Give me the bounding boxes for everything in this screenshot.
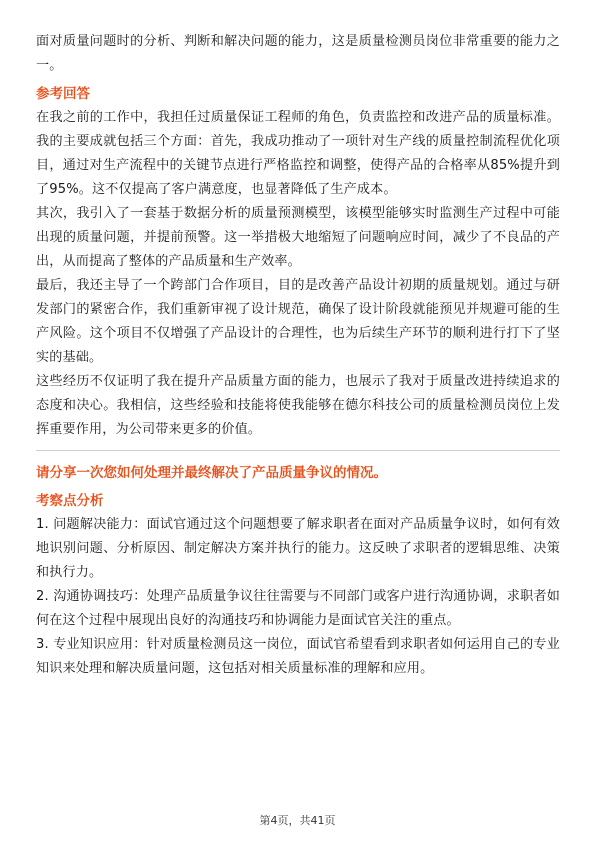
page-number: 第4页，共41页 — [259, 814, 336, 827]
document-page — [36, 30, 560, 681]
analysis-point-2: 2. 沟通协调技巧：处理产品质量争议往往需要与不同部门或客户进行沟通协调，求职者如何在这个过程中展现出良好的沟通技巧和协调能力是面试官关注的重点。 — [36, 589, 560, 628]
section-divider — [36, 450, 560, 451]
interview-question: 请分享一次您如何处理并最终解决了产品质量争议的情况。 — [36, 465, 387, 481]
answer-paragraph-1: 在我之前的工作中，我担任过质量保证工程师的角色，负责监控和改进产品的质量标准。我的主要成就包括三个方面：首先，我成功推动了一项针对生产线的质量控制流程优化项目，通过对生产流程中的关键节点进行严格监控和调整，使得产品的合格率从85%提升到了95%。这不仅提高了客户满意度，也显著降低了生产成本。 — [36, 110, 560, 197]
answer-paragraph-3: 最后，我还主导了一个跨部门合作项目，目的是改善产品设计初期的质量规划。通过与研发部门的紧密合作，我们重新审视了设计规范，确保了设计阶段就能预见并规避可能的生产风险。这个项目不仅增强了产品设计的合理性，也为后续生产环节的顺利进行打下了坚实的基础。 — [36, 278, 560, 365]
analysis-heading: 考察点分析 — [36, 493, 104, 509]
analysis-point-3: 3. 专业知识应用：针对质量检测员这一岗位，面试官希望看到求职者如何运用自己的专业知识来处理和解决质量问题，这包括对相关质量标准的理解和应用。 — [36, 637, 560, 676]
intro-paragraph: 面对质量问题时的分析、判断和解决问题的能力，这是质量检测员岗位非常重要的能力之一。 — [36, 34, 560, 73]
answer-paragraph-4: 这些经历不仅证明了我在提升产品质量方面的能力，也展示了我对于质量改进持续追求的态度和决心。我相信，这些经验和技能将使我能够在德尔科技公司的质量检测员岗位上发挥重要作用，为公司带来更多的价值。 — [36, 374, 560, 437]
answer-paragraph-2: 其次，我引入了一套基于数据分析的质量预测模型，该模型能够实时监测生产过程中可能出现的质量问题，并提前预警。这一举措极大地缩短了问题响应时间，减少了不良品的产出，从而提高了整体的产品质量和生产效率。 — [36, 206, 560, 269]
analysis-point-1: 1. 问题解决能力：面试官通过这个问题想要了解求职者在面对产品质量争议时，如何有效地识别问题、分析原因、制定解决方案并执行的能力。这反映了求职者的逻辑思维、决策和执行力。 — [36, 517, 560, 580]
answer-heading: 参考回答 — [36, 86, 90, 102]
